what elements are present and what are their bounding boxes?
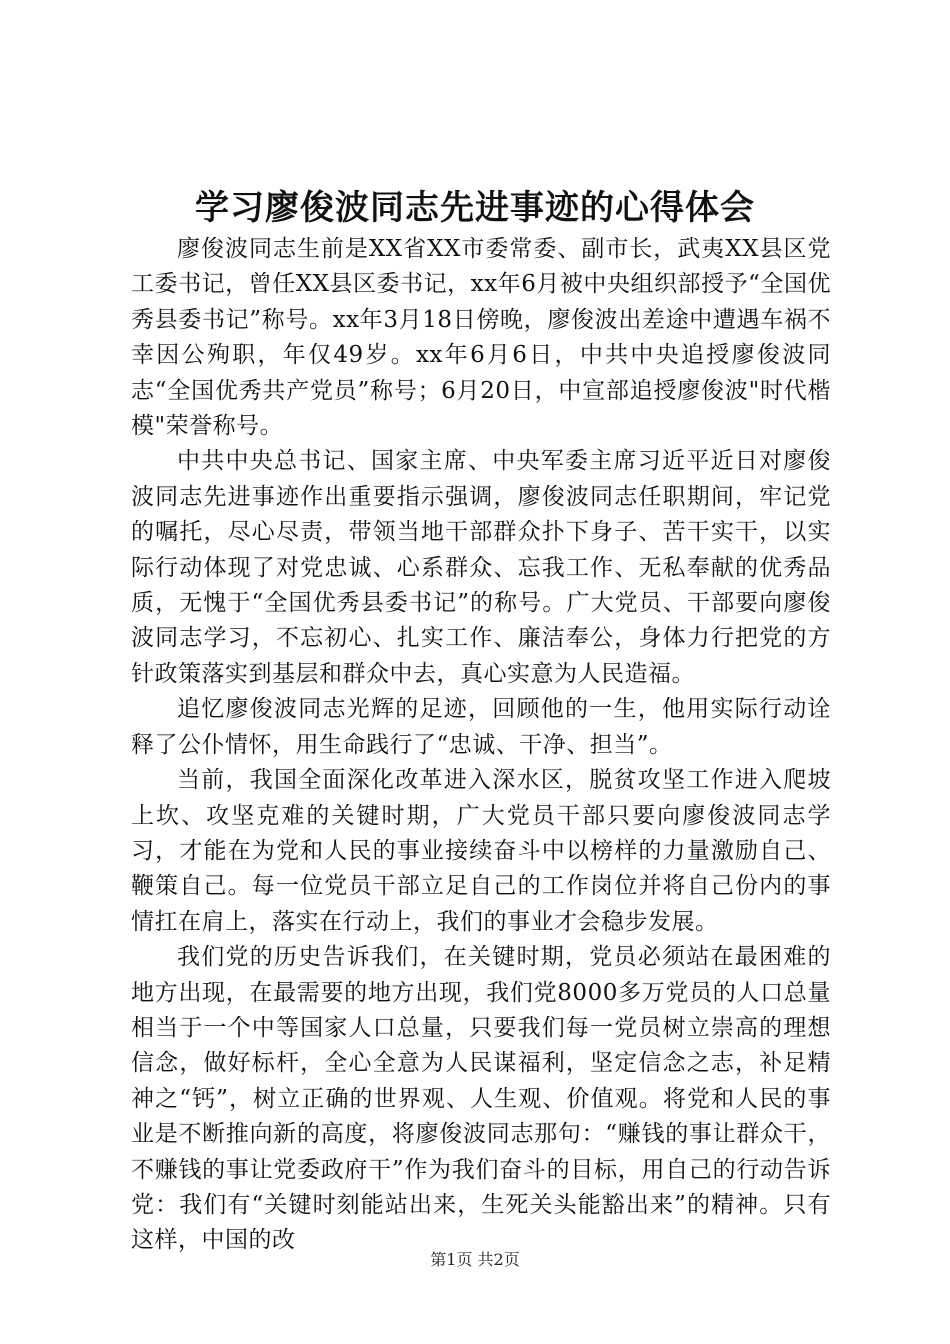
document-body [131,232,831,1259]
document-title: 学习廖俊波同志先进事迹的心得体会 [195,188,755,228]
paragraph-2: 中共中央总书记、国家主席、中央军委主席习近平近日对廖俊波同志先进事迹作出重要指示强调，廖俊波同志任职期间，牢记党的嘱托，尽心尽责，带领当地干部群众扑下身子、苦干实干，以实际行动体现了对党忠诚、心系群众、忘我工作、无私奉献的优秀品质，无愧于“全国优秀县委书记”的称号。广大党员、干部要向廖俊波同志学习，不忘初心、扎实工作、廉洁奉公，身体力行把党的方针政策落实到基层和群众中去，真心实意为人民造福。 [131,448,831,687]
page-number-footer: 第1页 共2页 [430,1250,520,1269]
paragraph-3: 追忆廖俊波同志光辉的足迹，回顾他的一生，他用实际行动诠释了公仆情怀，用生命践行了“忠诚、干净、担当”。 [131,696,831,758]
paragraph-1: 廖俊波同志生前是XX省XX市委常委、副市长，武夷XX县区党工委书记，曾任XX县区委书记，xx年6月被中央组织部授予“全国优秀县委书记”称号。xx年3月18日傍晚，廖俊波出差途中遭遇车祸不幸因公殉职，年仅49岁。xx年6月6日，中共中央追授廖俊波同志“全国优秀共产党员”称号；6月20日，中宣部追授廖俊波"时代楷模"荣誉称号。 [131,236,831,440]
paragraph-5: 我们党的历史告诉我们，在关键时期，党员必须站在最困难的地方出现，在最需要的地方出现，我们党8000多万党员的人口总量相当于一个中等国家人口总量，只要我们每一党员树立崇高的理想信念，做好标杆，全心全意为人民谋福利，坚定信念之志，补足精神之“钙”，树立正确的世界观、人生观、价值观。将党和人民的事业是不断推向新的高度，将廖俊波同志那句：“赚钱的事让群众干，不赚钱的事让党委政府干”作为我们奋斗的目标，用自己的行动告诉党：我们有“关键时刻能站出来，生死关头能豁出来”的精神。只有这样，中国的改 [131,944,831,1254]
paragraph-4: 当前，我国全面深化改革进入深水区，脱贫攻坚工作进入爬坡上坎、攻坚克难的关键时期，广大党员干部只要向廖俊波同志学习，才能在为党和人民的事业接续奋斗中以榜样的力量激励自己、鞭策自己。每一位党员干部立足自己的工作岗位并将自己份内的事情扛在肩上，落实在行动上，我们的事业才会稳步发展。 [131,767,831,935]
